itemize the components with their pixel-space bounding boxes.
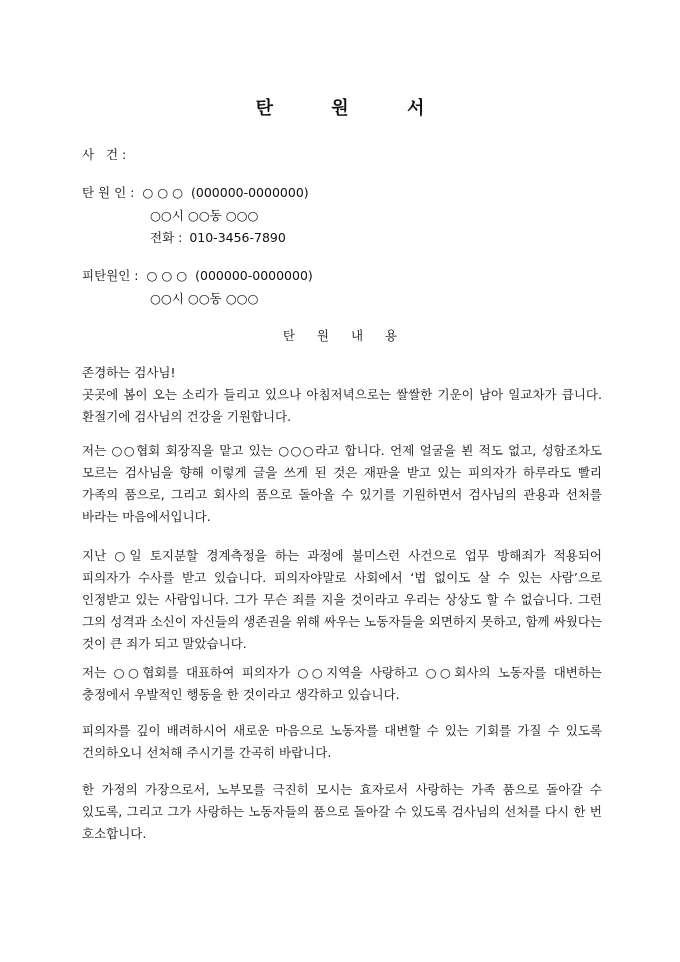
petitioner-phone: 010-3456-7890 bbox=[189, 230, 286, 245]
subject-line bbox=[82, 266, 313, 284]
content-heading: 탄 원 내 용 bbox=[282, 328, 407, 343]
petitioner-line bbox=[82, 183, 309, 201]
case-label: 사 건 : bbox=[82, 147, 127, 162]
subject-label: 피탄원인 : bbox=[82, 268, 139, 283]
subject-name: ○ ○ ○ bbox=[146, 268, 188, 283]
paragraph-incident: 지난 ○일 토지분할 경계측정을 하는 과정에 불미스런 사건으로 업무 방해죄가 적용되어 피의자가 수사를 받고 있습니다. 피의자야말로 사회에서 ‘법 없이도 살 수 있는 사람’으로 인정받고 있는 사람입니다. 그가 무슨 죄를 지을 것이라고 우리는 상상도 할 수 없습니다. 그런 그의 성격과 소신이 자신들의 생존권을 위해 싸우는 노동자들을 외면하지 못하고, 함께 싸웠다는 것이 큰 죄가 되고 말았습니다. bbox=[82, 548, 602, 651]
petitioner-name: ○ ○ ○ bbox=[142, 185, 184, 200]
petitioner-address: ○○시 ○○동 ○○○ bbox=[150, 208, 259, 223]
document-title: 탄 원 서 bbox=[255, 98, 451, 119]
paragraph-representation: 저는 ○○협회를 대표하여 피의자가 ○○지역을 사랑하고 ○○회사의 노동자를 대변하는 충정에서 우발적인 행동을 한 것이라고 생각하고 있습니다. bbox=[82, 665, 602, 702]
petitioner-phone-line bbox=[150, 228, 286, 246]
subject-id: (000000-0000000) bbox=[195, 268, 313, 283]
petitioner-phone-label: 전화 : bbox=[150, 230, 183, 245]
paragraph-introduction: 저는 ○○협회 회장직을 맡고 있는 ○○○라고 합니다. 언제 얼굴을 뵌 적도 없고, 성함조차도 모르는 검사님을 향해 이렇게 글을 쓰게 된 것은 재판을 받고 있는 피의자가 하루라도 빨리 가족의 품으로, 그리고 회사의 품으로 돌아올 수 있기를 기원하면서 검사님의 관용과 선처를 바라는 마음에서입니다. bbox=[82, 443, 602, 524]
case-line bbox=[82, 145, 126, 163]
petitioner-label: 탄 원 인 : bbox=[82, 185, 135, 200]
paragraph-request: 피의자를 깊이 배려하시어 새로운 마음으로 노동자를 대변할 수 있는 기회를 가질 수 있도록 건의하오니 선처해 주시기를 간곡히 바랍니다. bbox=[82, 723, 602, 760]
paragraph-greeting: 존경하는 검사님! 곳곳에 봄이 오는 소리가 들리고 있으나 아침저녁으로는 쌀쌀한 기운이 남아 일교차가 큽니다. 환절기에 검사님의 건강을 기원합니다. bbox=[82, 365, 602, 424]
petitioner-id: (000000-0000000) bbox=[191, 185, 309, 200]
subject-address: ○○시 ○○동 ○○○ bbox=[150, 291, 259, 306]
paragraph-closing: 한 가정의 가장으로서, 노부모를 극진히 모시는 효자로서 사랑하는 가족 품으로 돌아갈 수 있도록, 그리고 그가 사랑하는 노동자들의 품으로 돌아갈 수 있도록 검사님의 선처를 다시 한 번 호소합니다. bbox=[82, 782, 602, 841]
